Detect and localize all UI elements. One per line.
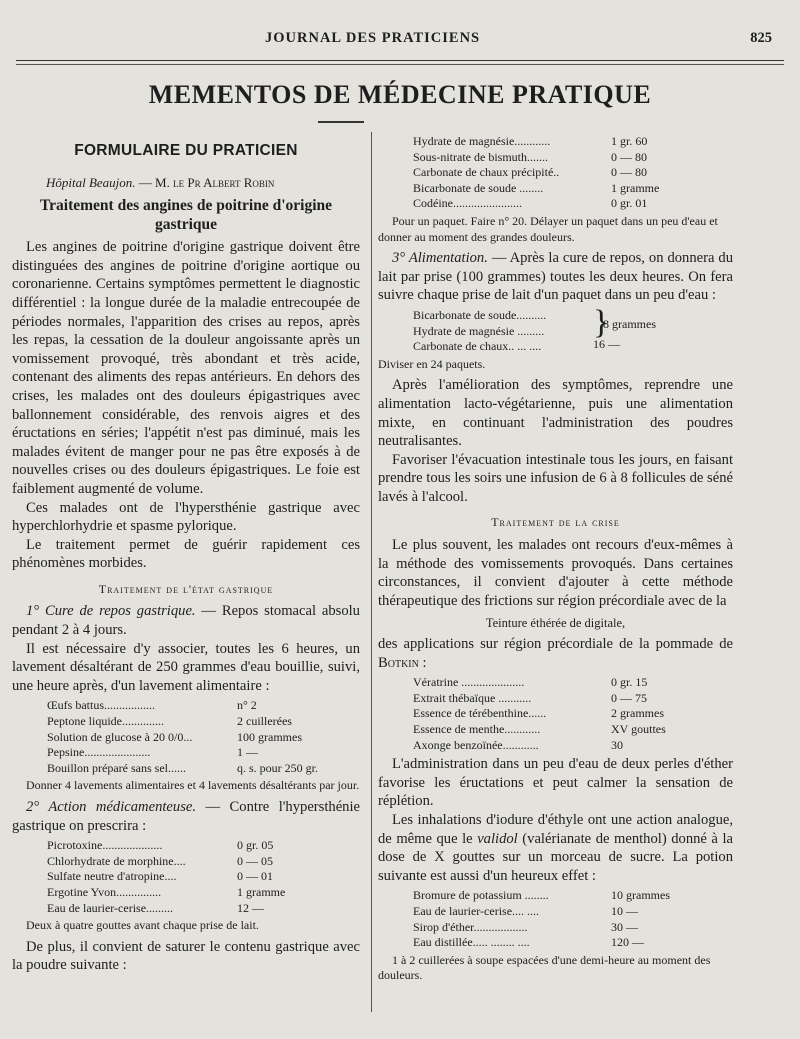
ingredient: Œufs battus................. [47, 698, 155, 713]
prescription-list [413, 888, 733, 950]
quantity: 1 gramme [611, 180, 660, 195]
ingredient: Pepsine...................... [47, 745, 151, 760]
ingredient: Chlorhydrate de morphine.... [47, 853, 186, 868]
quantity: 10 — [611, 903, 638, 918]
quantity: q. s. pour 250 gr. [237, 760, 318, 775]
prescription-note: Diviser en 24 paquets. [378, 356, 486, 371]
brace-glyph: } [593, 303, 610, 341]
quantity: 0 — 80 [611, 165, 647, 180]
quantity: 1 — [237, 745, 258, 760]
prescription-note: 1 à 2 cuillerées à soupe espacées d'une demi-heure au moment des douleurs. [378, 952, 711, 983]
prescription-line [413, 722, 733, 738]
ingredient: Peptone liquide.............. [47, 714, 164, 729]
paragraph: Il est nécessaire d'y associer, toutes les 6 heures, un lavement désaltérant de 250 grammes d'eau bouillie, suivi, une heure après, d'un lavement alimentaire : [12, 640, 360, 694]
prescription-line [47, 885, 360, 901]
medication-text: — Contre l'hypersthénie gastrique on prescrira : [12, 799, 360, 834]
paragraph: Le traitement permet de guérir rapidement ces phénomènes morbides. [12, 536, 360, 572]
header-rule-thin [16, 64, 784, 65]
prescription-line [47, 901, 360, 917]
prescription-line [413, 675, 733, 691]
ingredient: Bouillon préparé sans sel...... [47, 760, 186, 775]
quantity: 8 grammes [603, 316, 656, 331]
prescription-line [47, 745, 360, 761]
prescription-line [413, 888, 733, 904]
ingredient: Essence de térébenthine...... [413, 706, 547, 721]
quantity: 30 [611, 737, 623, 752]
prescription-line [413, 738, 733, 754]
braced-ingredients [413, 308, 593, 355]
prescription-line [47, 869, 360, 885]
quantity: 10 grammes [611, 888, 670, 903]
quantity: 100 grammes [237, 729, 302, 744]
prescription-line [47, 761, 360, 777]
ingredient: Hydrate de magnésie ......... [413, 323, 545, 338]
alimentation-text: — Après la cure de repos, on donnera du lait par prise (100 grammes) toutes les deux heures. On fera suivre chaque prise de lait d'un paquet dans un peu d'eau : [378, 250, 734, 304]
ingredient: Hydrate de magnésie............ [413, 134, 551, 148]
ingredient: Eau de laurier-cerise.... .... [413, 903, 540, 918]
prescription-list [47, 698, 360, 776]
section-title: FORMULAIRE DU PRATICIEN [74, 142, 298, 159]
author-ref: Botkin [378, 654, 419, 671]
quantity: XV gouttes [611, 722, 666, 736]
brace-and-qty [593, 303, 656, 355]
medication-label: 2° Action médicamenteuse. [26, 799, 197, 815]
prescription-line [413, 691, 733, 707]
ingredient: Sulfate neutre d'atropine.... [47, 869, 177, 884]
byline [46, 174, 360, 193]
prescription-list [47, 838, 360, 916]
prescription-line [413, 134, 733, 150]
ingredient: Eau de laurier-cerise......... [47, 900, 174, 915]
prescription-line [47, 714, 360, 730]
quantity: 120 — [611, 935, 644, 950]
tincture-line: Teinture éthérée de digitale, [485, 616, 626, 631]
quantity: 30 — [611, 919, 638, 934]
quantity: 0 — 01 [237, 869, 273, 884]
alimentation-label: 3° Alimentation. [392, 250, 488, 267]
paragraph [378, 635, 733, 672]
ingredient: Ergotine Yvon............... [47, 884, 162, 899]
subsection-heading: Traitement de la crise [491, 515, 620, 530]
prescription-list [413, 675, 733, 753]
prescription-note: Donner 4 lavements alimentaires et 4 lavements désaltérants par jour. [26, 778, 360, 793]
ingredient: Bromure de potassium ........ [413, 888, 549, 903]
ingredient: Bicarbonate de soude.......... [413, 307, 547, 322]
ingredient: Bicarbonate de soude ........ [413, 180, 544, 195]
prescription-line [413, 165, 733, 181]
prescription-line [47, 838, 360, 854]
quantity: 0 gr. 05 [237, 838, 274, 853]
page-number: 825 [750, 30, 772, 46]
column-divider [371, 132, 372, 1012]
quantity: 1 gramme [237, 884, 286, 899]
ingredient: Eau distillée..... ........ .... [413, 935, 530, 950]
quantity: 0 gr. 01 [611, 196, 648, 211]
running-header [0, 30, 800, 52]
author-name: — M. le Pr Albert Robin [138, 174, 275, 190]
braced-prescription [413, 303, 733, 355]
text: Les inhalations d'iodure d'éthyle ont une action analogue, de même que le [378, 811, 733, 847]
paragraph [12, 602, 360, 639]
prescription-list [413, 134, 733, 212]
paragraph: Le plus souvent, les malades ont recours d'eux-mêmes à la méthode des vomissements provoqués. Dans certaines circonstances, il convient d'ajouter à cette méthode thérapeutique des frictions sur région précordiale avec de la [378, 537, 733, 609]
subsection-heading: Traitement de l'état gastrique [98, 581, 274, 596]
prescription-line [413, 904, 733, 920]
text: des applications sur région précordiale de la pommade de [378, 636, 733, 653]
ingredient: Solution de glucose à 20 0/0... [47, 729, 193, 744]
prescription-line [47, 854, 360, 870]
paragraph: Après l'amélioration des symptômes, reprendre une alimentation lacto-végétarienne, puis une alimentation mixte, en continuant l'administration des poudres neutralisantes. [378, 377, 733, 450]
ingredient: Sous-nitrate de bismuth....... [413, 149, 548, 164]
prescription-line [413, 935, 733, 951]
quantity: 16 — [593, 336, 620, 351]
text: (valérianate de menthol) donné à la dose de X gouttes sur un morceau de sucre. La potion suivante est aussi d'un heureux effet : [378, 830, 733, 884]
ingredient: Codéine....................... [413, 196, 522, 211]
left-column [12, 132, 360, 975]
header-rule [16, 60, 784, 61]
intro-paragraph: Les angines de poitrine d'origine gastrique doivent être distinguées des angines de poitrine d'origine aortique ou coronarienne. Certains symptômes permettent le diagnostic différentiel : la longue durée de la maladie entrecoupée de périodes normales, l'apparition des crises au repos, après les repas, la cessation de la douleur angoissante après un vomissement provoqué, très abondant et très acide, contenant des aliments des repas antérieurs. En dehors des crises, les malades ont des douleurs épigastriques avec ballonnement considérable, des renvois aigres et des éructations en séries; l'appétit n'est pas diminué, mais les malades évitent de manger pour ne pas être exposés à de nouvelles crises ou des douleurs épigastriques. Le foie est faiblement augmenté de volume. [12, 239, 360, 497]
hospital-name: Hôpital Beaujon. [46, 174, 136, 190]
text: : [418, 654, 427, 671]
paragraph: Favoriser l'évacuation intestinale tous les jours, en faisant prendre tous les soirs une infusion de 6 à 8 follicules de séné lavés à l'alcool. [378, 451, 733, 505]
prescription-note: Deux à quatre gouttes avant chaque prise de lait. [26, 918, 259, 933]
main-title: MEMENTOS DE MÉDECINE PRATIQUE [148, 80, 652, 109]
paragraph: L'administration dans un peu d'eau de deux perles d'éther favorise les éructations et peut calmer la sensation de réplétion. [378, 756, 733, 810]
cure-text: — Repos stomacal absolu pendant 2 à 4 jours. [12, 603, 360, 639]
ingredient: Carbonate de chaux précipité.. [413, 165, 560, 180]
prescription-line [47, 698, 360, 714]
paragraph: De plus, il convient de saturer le contenu gastrique avec la poudre suivante : [12, 938, 360, 974]
prescription-line [413, 706, 733, 722]
paragraph: Ces malades ont de l'hypersthénie gastrique avec hyperchlorhydrie et spasme pylorique. [12, 499, 360, 535]
ingredient: Essence de menthe............ [413, 722, 541, 736]
quantity: 0 gr. 15 [611, 675, 648, 690]
quantity: 2 cuillerées [237, 714, 292, 729]
quantity: 12 — [237, 900, 264, 915]
ingredient: Axonge benzoïnée............ [413, 737, 539, 752]
article-title: Traitement des angines de poitrine d'origine gastrique [39, 197, 333, 234]
quantity: 1 gr. 60 [611, 134, 648, 148]
right-column [378, 134, 733, 988]
ingredient: Extrait thébaïque ........... [413, 690, 532, 705]
ingredient: Picrotoxine.................... [47, 838, 163, 853]
prescription-line [47, 730, 360, 746]
paragraph [12, 798, 360, 835]
prescription-note: Pour un paquet. Faire n° 20. Délayer un paquet dans un peu d'eau et donner au moment des grandes douleurs. [378, 213, 718, 244]
prescription-line [413, 181, 733, 197]
drug-name: validol [477, 830, 518, 847]
paragraph [378, 811, 733, 885]
cure-label: 1° Cure de repos gastrique. [26, 603, 196, 620]
prescription-line [413, 150, 733, 166]
quantity: n° 2 [237, 698, 257, 713]
ingredient: Carbonate de chaux.. ... .... [413, 339, 542, 354]
quantity: 2 grammes [611, 706, 664, 721]
prescription-line [413, 920, 733, 936]
title-rule [318, 121, 364, 123]
quantity: 0 — 80 [611, 149, 647, 164]
journal-title: JOURNAL DES PRATICIENS [265, 30, 481, 46]
ingredient: Sirop d'éther.................. [413, 919, 528, 934]
quantity: 0 — 75 [611, 690, 647, 705]
prescription-line [413, 196, 733, 212]
ingredient: Vératrine ..................... [413, 675, 525, 690]
quantity: 0 — 05 [237, 853, 273, 868]
paragraph [378, 249, 733, 305]
